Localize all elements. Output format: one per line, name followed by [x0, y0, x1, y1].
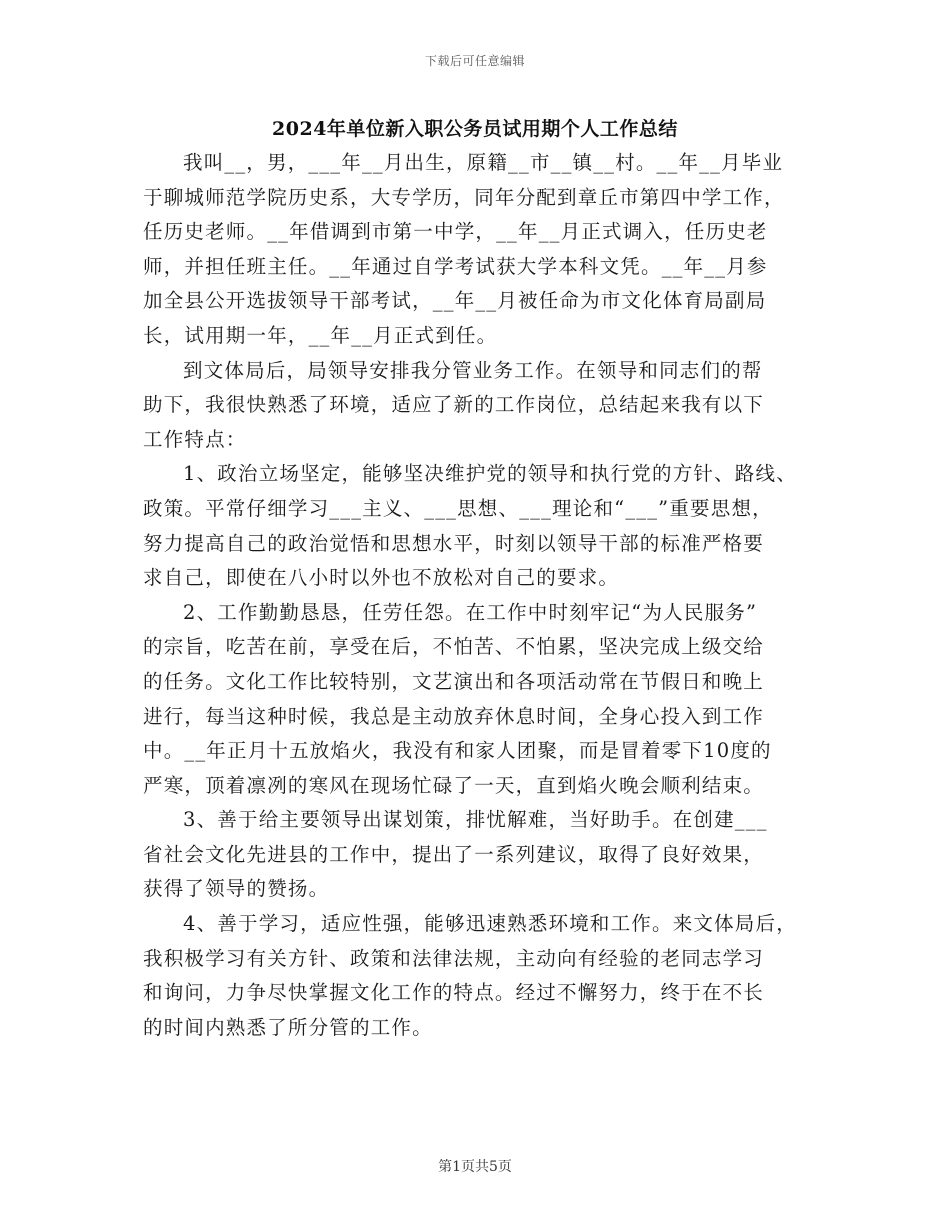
text-line: 4、善于学习，适应性强，能够迅速熟悉环境和工作。来文体局后，: [183, 912, 797, 936]
text-line: 政策。平常仔细学习___主义、___思想、___理论和“___”重要思想，: [143, 496, 773, 520]
text-line: 严寒，顶着凛冽的寒风在现场忙碌了一天，直到焰火晚会顺利结束。: [143, 773, 765, 797]
text-line: 努力提高自己的政治觉悟和思想水平，时刻以领导干部的标准严格要: [143, 531, 765, 555]
text-line: 的任务。文化工作比较特别，文艺演出和各项活动常在节假日和晚上: [143, 669, 765, 693]
text-line: 的时间内熟悉了所分管的工作。: [143, 1015, 433, 1039]
text-line: 的宗旨，吃苦在前，享受在后，不怕苦、不怕累，坚决完成上级交给: [143, 635, 765, 659]
text-line: 2、工作勤勤恳恳，任劳任怨。在工作中时刻牢记“为人民服务”: [183, 600, 758, 624]
paragraph-intro: [143, 146, 811, 354]
text-line: 到文体局后，局领导安排我分管业务工作。在领导和同志们的帮: [183, 358, 763, 382]
text-line: 进行，每当这种时候，我总是主动放弃休息时间，全身心投入到工作: [143, 704, 765, 728]
paragraph-overview: [143, 354, 811, 458]
text-line: 3、善于给主要领导出谋划策，排忧解难，当好助手。在创建___: [183, 808, 768, 832]
text-line: 助下，我很快熟悉了环境，适应了新的工作岗位，总结起来我有以下: [143, 393, 765, 417]
page-number: 第1页共5页: [438, 1159, 512, 1175]
text-line: 省社会文化先进县的工作中，提出了一系列建议，取得了良好效果，: [143, 842, 765, 866]
text-line: 我叫__，男，___年__月出生，原籍__市__镇__村。__年__月毕业: [183, 151, 784, 174]
text-line: 长，试用期一年，__年__月正式到任。: [143, 323, 498, 347]
paragraph-point-2: [143, 596, 811, 804]
text-line: 我积极学习有关方针、政策和法律法规，主动向有经验的老同志学习: [143, 946, 765, 970]
text-line: 师，并担任班主任。__年通过自学考试获大学本科文凭。__年__月参: [143, 254, 768, 278]
text-line: 加全县公开选拔领导干部考试，__年__月被任命为市文化体育局副局: [143, 289, 767, 313]
paragraph-point-1: [143, 457, 811, 595]
text-line: 和询问，力争尽快掌握文化工作的特点。经过不懈努力，终于在不长: [143, 981, 765, 1005]
text-line: 任历史老师。__年借调到市第一中学，__年__月正式调入，任历史老: [143, 220, 768, 244]
text-line: 中。__年正月十五放焰火，我没有和家人团聚，而是冒着零下10度的: [143, 739, 772, 763]
document-body: [143, 146, 811, 1045]
text-line: 于聊城师范学院历史系，大专学历，同年分配到章丘市第四中学工作，: [143, 185, 785, 209]
text-line: 1、政治立场坚定，能够坚决维护党的领导和执行党的方针、路线、: [183, 462, 797, 486]
text-line: 求自己，即使在八小时以外也不放松对自己的要求。: [143, 566, 620, 590]
paragraph-point-3: [143, 803, 811, 907]
document-title: 2024年单位新入职公务员试用期个人工作总结: [272, 118, 678, 140]
page-header-note: 下载后可任意编辑: [424, 54, 525, 68]
text-line: 工作特点：: [143, 427, 247, 451]
paragraph-point-4: [143, 907, 811, 1045]
text-line: 获得了领导的赞扬。: [143, 877, 330, 901]
